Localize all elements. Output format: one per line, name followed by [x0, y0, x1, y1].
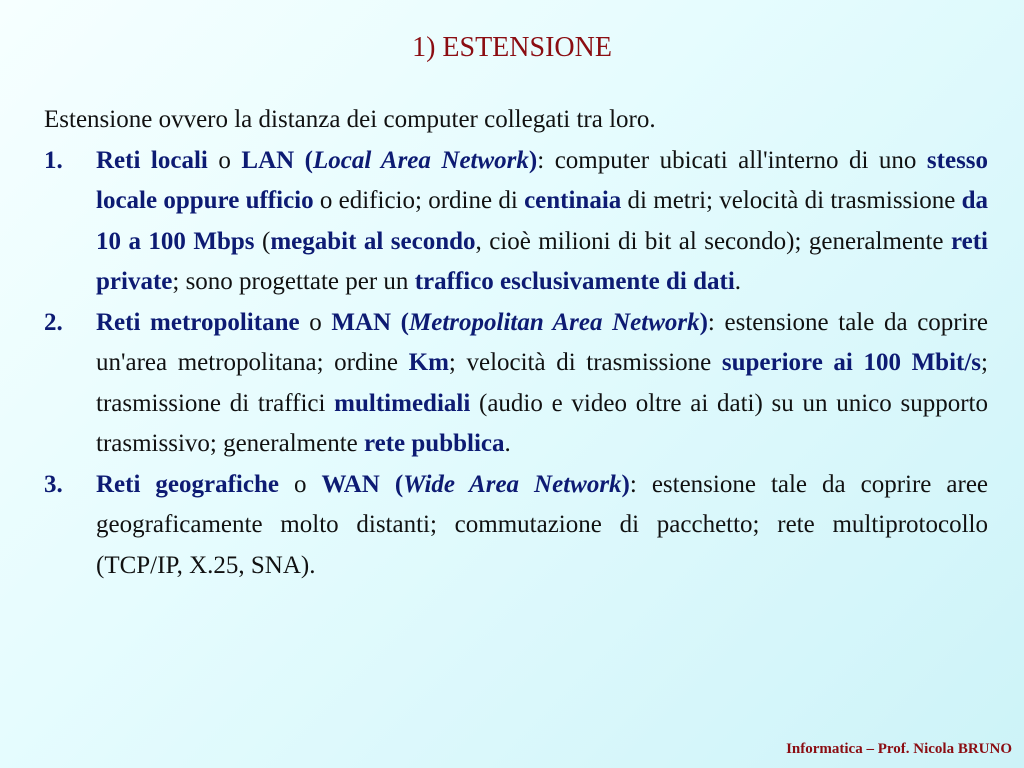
- item-number: 1.: [44, 146, 63, 174]
- list-item-man: [44, 303, 988, 465]
- highlighted-term: superiore ai 100 Mbit/s: [721, 349, 982, 376]
- highlighted-term: rete pubblica: [363, 430, 505, 457]
- highlighted-term: Wide Area Network: [403, 470, 622, 498]
- body-text: ; sono progettate per un: [172, 268, 415, 295]
- highlighted-term: WAN (: [321, 470, 404, 498]
- body-text: di metri; velocità di trasmissione: [621, 187, 962, 214]
- footer-credit: Informatica – Prof. Nicola BRUNO: [786, 741, 1012, 757]
- highlighted-term: multimediali: [334, 389, 471, 417]
- body-text: (: [254, 227, 271, 255]
- body-text: , cioè milioni di bit al secondo); generalmente: [475, 227, 951, 255]
- highlighted-term: megabit al secondo: [270, 227, 476, 255]
- body-text: o: [299, 308, 332, 336]
- highlighted-term: centinaia: [524, 187, 622, 214]
- highlighted-term: reti private: [96, 227, 988, 295]
- network-types-list: [44, 141, 988, 587]
- body-text: : estensione tale da coprire aree geograficamente molto distanti; commutazione di pacchetto; rete multiprotocollo (TCP/IP, X.25, SNA).: [96, 470, 989, 579]
- slide-title: 1) ESTENSIONE: [412, 32, 612, 63]
- item-number: 3.: [44, 470, 63, 498]
- body-text: o: [207, 146, 242, 174]
- body-text: (audio e video oltre ai dati) su un unico supporto trasmissivo; generalmente: [96, 389, 988, 457]
- slide-body: [44, 100, 988, 586]
- body-text: : computer ubicati all'interno di uno: [537, 146, 927, 174]
- list-item-wan: [44, 465, 988, 587]
- intro-text: Estensione ovvero la distanza dei computer collegati tra loro.: [44, 106, 656, 133]
- highlighted-term: LAN (: [241, 146, 314, 174]
- list-item-lan: [44, 141, 988, 303]
- highlighted-term: Reti locali: [96, 146, 208, 174]
- body-text: o edificio; ordine di: [313, 187, 525, 214]
- highlighted-term: Local Area Network: [313, 146, 529, 174]
- highlighted-term: Reti metropolitane: [96, 308, 300, 336]
- body-text: : estensione tale da coprire un'area metropolitana; ordine: [96, 308, 988, 376]
- highlighted-term: ): [621, 470, 630, 498]
- body-text: ; velocità di trasmissione: [448, 349, 722, 376]
- highlighted-term: Km: [408, 349, 449, 376]
- body-text: .: [734, 268, 742, 295]
- highlighted-term: MAN (: [331, 308, 410, 336]
- highlighted-term: traffico esclusivamente di dati: [414, 268, 735, 295]
- highlighted-term: ): [528, 146, 538, 174]
- item-text: [96, 471, 988, 579]
- highlighted-term: da 10 a 100 Mbps: [96, 187, 988, 255]
- body-text: o: [278, 470, 322, 498]
- item-number: 2.: [44, 308, 63, 336]
- highlighted-term: Reti geografiche: [96, 470, 279, 498]
- body-text: ; trasmissione di traffici: [96, 349, 988, 417]
- highlighted-term: Metropolitan Area Network: [409, 308, 700, 336]
- highlighted-term: stesso locale oppure ufficio: [96, 146, 989, 214]
- item-text: [96, 309, 988, 458]
- highlighted-term: ): [699, 308, 708, 336]
- item-text: [96, 147, 988, 296]
- body-text: .: [504, 430, 511, 457]
